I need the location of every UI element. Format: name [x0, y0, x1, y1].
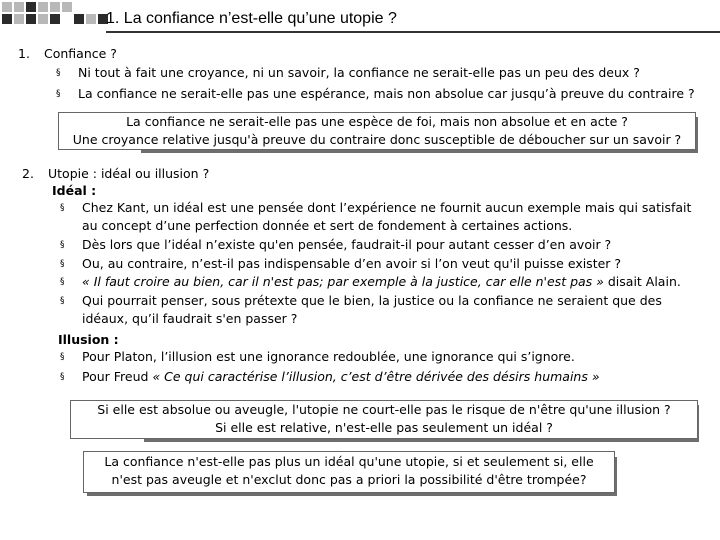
- box-line: Si elle est absolue ou aveugle, l'utopie ne court-elle pas le risque de n'être qu'une illusion ?: [97, 402, 671, 417]
- freud-quote: « Ce qui caractérise l’illusion, c’est d’être dérivée des désirs humains »: [152, 369, 600, 384]
- section-heading-text: Confiance ?: [44, 46, 117, 61]
- square-icon: [62, 2, 72, 12]
- question-box-1: [58, 112, 696, 150]
- square-icon: [74, 14, 84, 24]
- bullet-text-group: [82, 273, 681, 292]
- bullet-icon: §: [60, 372, 65, 382]
- bullet-icon: §: [60, 277, 65, 287]
- illusion-label: Illusion :: [58, 332, 119, 347]
- bullet-icon: §: [60, 259, 65, 269]
- box-line: n'est pas aveugle et n'exclut donc pas a priori la possibilité d'être trompée?: [111, 472, 587, 487]
- bullet-text: Ou, au contraire, n’est-il pas indispensable d’en avoir si l’on veut qu'il puisse exister ?: [82, 256, 622, 271]
- decorative-squares: [0, 0, 110, 36]
- bullet-icon: §: [60, 352, 65, 362]
- slide-title: 1. La confiance n’est-elle qu’une utopie ?: [106, 10, 720, 33]
- bullet-lead: Pour Freud: [82, 369, 149, 384]
- bullet-text: Qui pourrait penser, sous prétexte que le bien, la justice ou la confiance ne seraient que des: [82, 293, 662, 308]
- square-icon: [50, 14, 60, 24]
- square-icon: [50, 2, 60, 12]
- bullet-text: au concept d’une perfection donnée et sert de fondement à certaines actions.: [82, 218, 573, 233]
- bullet-icon: §: [56, 89, 61, 99]
- square-icon: [2, 14, 12, 24]
- bullet-text: La confiance ne serait-elle pas une espérance, mais non absolue car jusqu’à preuve du contraire ?: [78, 86, 695, 101]
- square-icon: [38, 14, 48, 24]
- box-line: Si elle est relative, n'est-elle pas seulement un idéal ?: [215, 420, 553, 435]
- box-line: Une croyance relative jusqu'à preuve du contraire donc susceptible de déboucher sur un savoir ?: [72, 132, 682, 147]
- square-icon: [38, 2, 48, 12]
- bullet-icon: §: [60, 203, 65, 213]
- section-1-heading: [18, 46, 117, 61]
- bullet-text-group: [82, 368, 600, 387]
- section-heading-text: Utopie : idéal ou illusion ?: [48, 166, 210, 181]
- question-box-2: [70, 400, 698, 439]
- square-icon: [2, 2, 12, 12]
- ideal-label: Idéal :: [52, 183, 97, 198]
- section-2-heading: [22, 166, 209, 181]
- bullet-text: Ni tout à fait une croyance, ni un savoir, la confiance ne serait-elle pas un peu des deux ?: [78, 65, 640, 80]
- section-number: 1.: [18, 46, 30, 61]
- square-icon: [26, 2, 36, 12]
- square-icon: [26, 14, 36, 24]
- section-number: 2.: [22, 166, 34, 181]
- bullet-text: idéaux, qu’il faudrait s'en passer ?: [82, 311, 298, 326]
- bullet-icon: §: [60, 296, 65, 306]
- square-icon: [14, 2, 24, 12]
- box-line: La confiance n'est-elle pas plus un idéal qu'une utopie, si et seulement si, elle: [104, 454, 594, 469]
- bullet-icon: §: [60, 240, 65, 250]
- square-icon: [14, 14, 24, 24]
- bullet-text: Chez Kant, un idéal est une pensée dont l’expérience ne fournit aucun exemple mais qui satisfait: [82, 200, 692, 215]
- conclusion-box: [83, 451, 615, 493]
- square-icon: [86, 14, 96, 24]
- bullet-text: Dès lors que l’idéal n’existe qu'en pensée, faudrait-il pour autant cesser d’en avoir ?: [82, 237, 612, 252]
- bullet-icon: §: [56, 68, 61, 78]
- alain-quote: « Il faut croire au bien, car il n'est pas; par exemple à la justice, car elle n'est pas »: [82, 274, 604, 289]
- box-line: La confiance ne serait-elle pas une espèce de foi, mais non absolue et en acte ?: [126, 114, 628, 129]
- quote-author: disait Alain.: [607, 274, 681, 289]
- bullet-text: Pour Platon, l’illusion est une ignorance redoublée, une ignorance qui s’ignore.: [82, 349, 575, 364]
